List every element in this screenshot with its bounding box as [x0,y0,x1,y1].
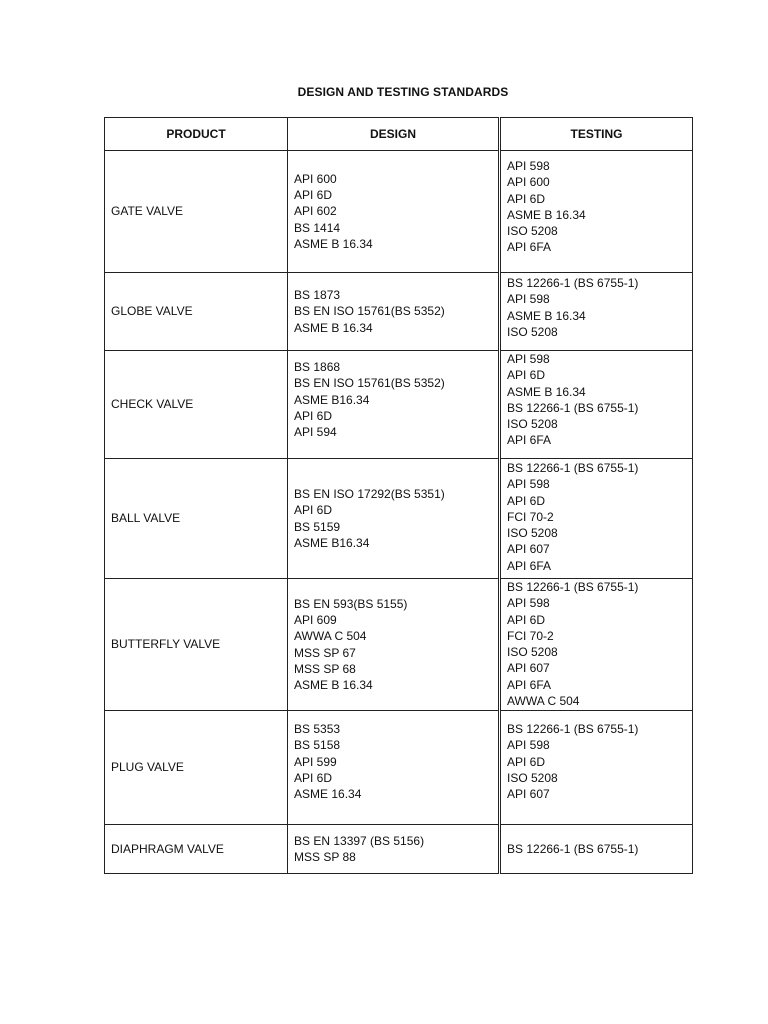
testing-standard: API 607 [507,542,550,557]
design-cell [288,351,500,459]
table-row [105,579,693,711]
testing-standard: API 600 [507,175,550,190]
table-body [105,151,693,874]
testing-standard: ISO 5208 [507,770,558,785]
design-standard: API 602 [294,204,337,219]
product-cell: CHECK VALVE [105,351,288,459]
design-cell [288,273,500,351]
design-standard: BS 5353 [294,722,341,736]
table-header-row [105,118,693,151]
design-standard: BS EN ISO 15761(BS 5352) [294,304,445,319]
testing-standard: ISO 5208 [507,645,558,660]
design-cell [288,711,500,825]
design-standard: ASME B 16.34 [294,236,373,251]
design-standard: BS EN ISO 17292(BS 5351) [294,486,445,501]
testing-standard: API 6D [507,493,546,508]
design-standard: BS EN 593(BS 5155) [294,596,408,611]
table-row [105,825,693,874]
testing-cell [500,459,693,579]
design-standard: MSS SP 88 [294,850,356,864]
testing-standard: API 6FA [507,558,552,573]
design-cell [288,825,500,874]
design-standard: ASME B 16.34 [294,678,373,693]
design-standard: BS 5158 [294,738,341,753]
testing-standard: API 598 [507,738,550,753]
design-standard: ASME B16.34 [294,392,370,407]
testing-standard: BS 12266-1 (BS 6755-1) [507,722,639,736]
testing-standard: API 607 [507,661,550,676]
table-row [105,351,693,459]
testing-standard: API 598 [507,292,550,307]
design-standard: API 609 [294,612,337,627]
design-standard: AWWA C 504 [294,629,367,644]
testing-standard: BS 12266-1 (BS 6755-1) [507,400,639,415]
design-standard: ASME B 16.34 [294,320,373,335]
testing-standard: FCI 70-2 [507,509,554,524]
testing-standard: BS 12266-1 (BS 6755-1) [507,841,639,856]
testing-cell [500,711,693,825]
testing-standard: API 6D [507,612,546,627]
design-standard: API 6D [294,408,333,423]
testing-standard: BS 12266-1 (BS 6755-1) [507,276,639,290]
design-standard: API 6D [294,770,333,785]
testing-standard: ISO 5208 [507,417,558,432]
design-standard: MSS SP 68 [294,661,356,676]
testing-standard: ASME B 16.34 [507,308,586,323]
testing-cell [500,151,693,273]
table-row [105,273,693,351]
design-standard: BS 5159 [294,519,341,534]
design-column-header: DESIGN [288,118,500,151]
testing-standard: API 6FA [507,433,552,448]
design-standard: MSS SP 67 [294,645,356,660]
design-standard: BS EN 13397 (BS 5156) [294,833,425,848]
product-cell: BUTTERFLY VALVE [105,579,288,711]
product-cell: GATE VALVE [105,151,288,273]
testing-standard: API 607 [507,787,550,802]
table-row [105,459,693,579]
table-row [105,711,693,825]
testing-standard: API 598 [507,159,550,173]
testing-standard: API 6FA [507,677,552,692]
testing-standard: API 598 [507,596,550,611]
design-standard: API 600 [294,171,337,186]
design-cell [288,151,500,273]
design-standard: BS 1868 [294,360,341,374]
product-cell: DIAPHRAGM VALVE [105,825,288,874]
testing-column-header: TESTING [500,118,693,151]
design-standard: BS EN ISO 15761(BS 5352) [294,376,445,391]
testing-standard: ISO 5208 [507,224,558,239]
testing-cell [500,579,693,711]
product-column-header: PRODUCT [105,118,288,151]
design-cell [288,579,500,711]
testing-standard: BS 12266-1 (BS 6755-1) [507,461,639,475]
design-cell [288,459,500,579]
product-cell: GLOBE VALVE [105,273,288,351]
design-standard: API 599 [294,754,337,769]
product-cell: BALL VALVE [105,459,288,579]
testing-standard: API 598 [507,352,550,366]
design-standard: API 6D [294,188,333,203]
testing-standard: ISO 5208 [507,526,558,541]
testing-standard: API 598 [507,477,550,492]
design-standard: BS 1873 [294,288,341,303]
testing-standard: ASME B 16.34 [507,207,586,222]
design-standard: API 594 [294,425,337,440]
testing-standard: BS 12266-1 (BS 6755-1) [507,580,639,594]
testing-cell [500,351,693,459]
product-cell: PLUG VALVE [105,711,288,825]
testing-standard: API 6D [507,368,546,383]
testing-standard: ISO 5208 [507,324,558,339]
testing-standard: FCI 70-2 [507,628,554,643]
testing-standard: API 6D [507,191,546,206]
testing-standard: API 6FA [507,240,552,255]
testing-standard: ASME B 16.34 [507,384,586,399]
testing-standard: API 6D [507,754,546,769]
design-standard: API 6D [294,503,333,518]
table-row [105,151,693,273]
document-title: DESIGN AND TESTING STANDARDS [297,85,509,99]
testing-cell [500,273,693,351]
testing-standard: AWWA C 504 [507,694,580,709]
design-standard: ASME 16.34 [294,787,362,802]
standards-table [104,117,693,874]
testing-cell [500,825,693,874]
design-standard: BS 1414 [294,220,341,235]
design-standard: ASME B16.34 [294,535,370,550]
